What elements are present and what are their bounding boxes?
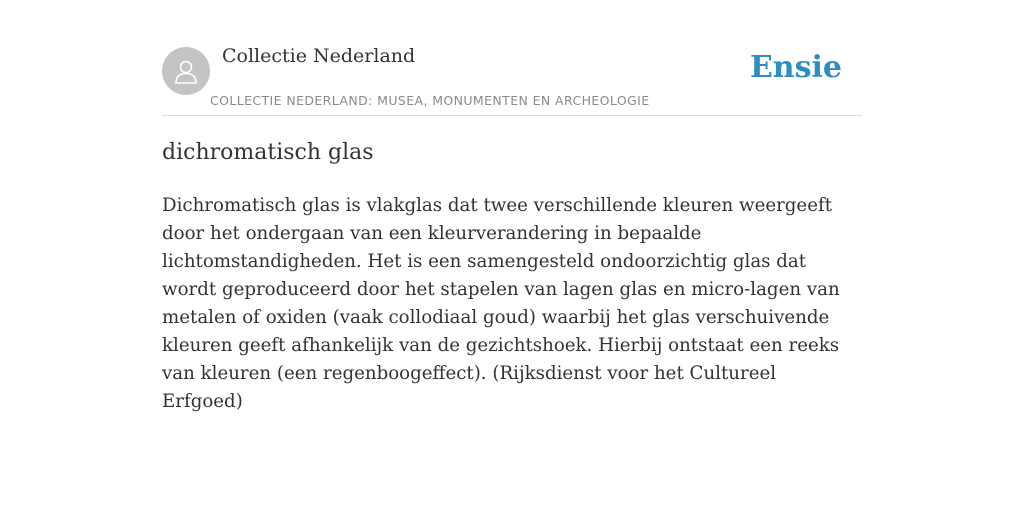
article-card — [162, 0, 862, 412]
person-icon — [171, 56, 201, 86]
article-header — [162, 0, 862, 116]
article-body: Dichromatisch glas is vlakglas dat twee verschillende kleuren weergeeft door het ondergaan van een kleurverandering in bepaalde lichtomstandigheden. Het is een samengesteld ondoorzichtig glas dat wordt geproduceerd door het stapelen van lagen glas en micro-lagen van metalen of oxiden (vaak collodiaal goud) waarbij het glas verschuivende kleuren geeft afhankelijk van de gezichtshoek. Hierbij ontstaat een reeks van kleuren (een regenboogeffect). (Rijksdienst voor het Cultureel Erfgoed) — [162, 195, 840, 412]
brand-logo[interactable]: Ensie — [749, 50, 842, 85]
article-title: dichromatisch glas — [162, 140, 374, 165]
author-name[interactable]: Collectie Nederland — [222, 45, 416, 67]
source-subtitle[interactable]: COLLECTIE NEDERLAND: MUSEA, MONUMENTEN EN ARCHEOLOGIE — [210, 93, 650, 108]
user-avatar-icon[interactable] — [162, 47, 210, 95]
